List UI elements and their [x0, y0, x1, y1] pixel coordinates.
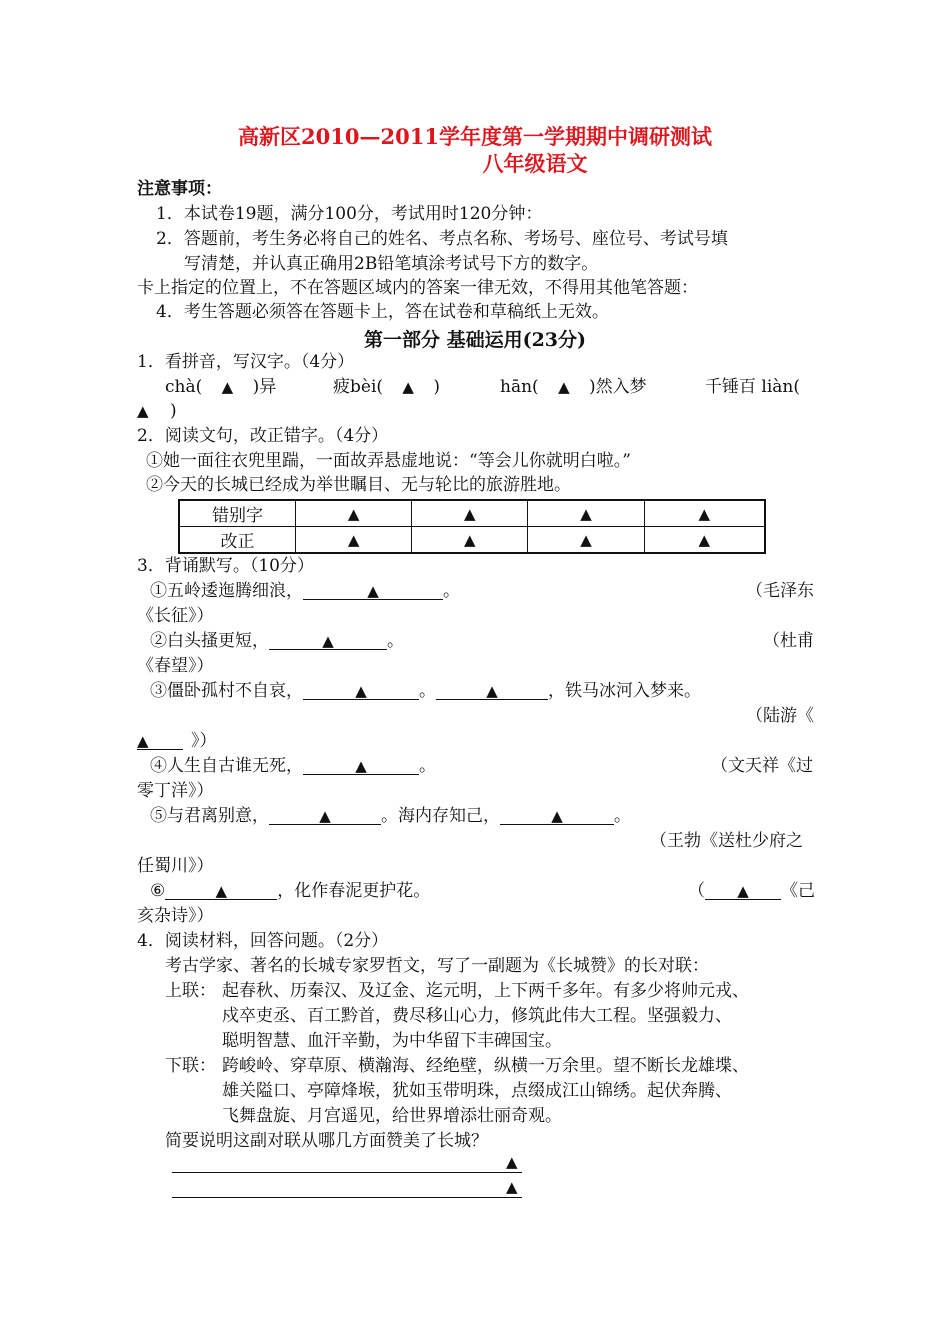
- answer-triangle: ▲: [506, 1178, 518, 1196]
- q2-sentence-2: ②今天的长城已经成为举世瞩目、无与轮比的旅游胜地。: [146, 475, 571, 495]
- answer-triangle: ▲: [580, 504, 592, 523]
- answer-triangle: ▲: [486, 682, 498, 700]
- q3-i2b: 。: [387, 631, 404, 651]
- answer-blank[interactable]: [705, 881, 781, 900]
- answer-cell[interactable]: [644, 500, 765, 527]
- q4-upper-label: 上联：: [165, 981, 216, 1001]
- answer-cell[interactable]: [644, 527, 765, 554]
- answer-triangle: ▲: [137, 732, 149, 750]
- q4-upper-1: 起春秋、历秦汉、及辽金、迄元明，上下两千多年。有多少将帅元戎、: [222, 981, 749, 1001]
- q3-i1b: 。: [443, 581, 460, 601]
- answer-blank[interactable]: [500, 806, 614, 825]
- q1-p1b: )异: [252, 377, 277, 397]
- note-2b: 写清楚，并认真正确用2B铅笔填涂考试号下方的数字。: [184, 254, 599, 274]
- q3-source-2b: 《春望》）: [137, 656, 214, 676]
- answer-blank[interactable]: [303, 581, 443, 600]
- q1-pinyin-2: [333, 376, 440, 398]
- q3-i6src: （: [688, 881, 705, 901]
- q3-i4a: ④人生自古谁无死，: [150, 756, 303, 776]
- q4-lower-2: 雄关隘口、亭障烽堠，犹如玉带明珠，点缀成江山锦绣。起伏奔腾、: [222, 1081, 732, 1101]
- table-row: [179, 527, 765, 554]
- q4-stem: 4．阅读材料，回答问题。（2分）: [137, 931, 389, 951]
- answer-triangle: ▲: [215, 882, 228, 900]
- q3-i5b: 。海内存知己，: [381, 806, 500, 826]
- q2-stem: 2．阅读文句，改正错字。（4分）: [137, 426, 389, 446]
- q1-p3b: )然入梦: [589, 377, 647, 397]
- answer-triangle: ▲: [319, 807, 331, 825]
- q3-item-4: [150, 755, 436, 777]
- answer-triangle: ▲: [737, 882, 749, 900]
- answer-cell[interactable]: [412, 527, 528, 554]
- q3-source-3b: [137, 730, 217, 752]
- q3-item-3: [150, 680, 701, 702]
- answer-blank[interactable]: [303, 756, 419, 775]
- q4-question: 简要说明这副对联从哪几方面赞美了长城？: [165, 1131, 488, 1151]
- q3-source-1: （毛泽东: [746, 581, 814, 601]
- q1-pinyin-1: [165, 376, 276, 398]
- answer-blank[interactable]: [165, 881, 277, 900]
- q3-item-6: [150, 880, 430, 902]
- answer-triangle: ▲: [464, 504, 476, 523]
- table-label-wrong: 错别字: [179, 500, 296, 527]
- note-3: 卡上指定的位置上，不在答题区域内的答案一律无效，不得用其他笔答题：: [137, 278, 698, 298]
- correction-table: [178, 499, 766, 554]
- q3-source-1b: 《长征》）: [137, 606, 214, 626]
- q3-i6src-b: 《己: [781, 881, 815, 901]
- answer-triangle: ▲: [464, 530, 476, 549]
- q4-intro: 考古学家、著名的长城专家罗哲文，写了一副题为《长城赞》的长对联：: [165, 956, 709, 976]
- q3-i6b: ，化作春泥更护花。: [277, 881, 431, 901]
- q1-p2b: ): [433, 377, 441, 397]
- answer-triangle: ▲: [558, 378, 570, 396]
- answer-triangle: ▲: [506, 1153, 518, 1171]
- answer-triangle: ▲: [137, 402, 149, 420]
- table-label-correct: 改正: [179, 527, 296, 554]
- answer-cell[interactable]: [296, 500, 412, 527]
- q3-source-5: （王勃《送杜少府之: [650, 831, 803, 851]
- q3-i4b: 。: [419, 756, 436, 776]
- note-1: 1．本试卷19题，满分100分，考试用时120分钟：: [156, 204, 543, 224]
- answer-triangle: ▲: [551, 807, 563, 825]
- q4-upper-3: 聪明智慧、血汗辛勤，为中华留下丰碑国宝。: [222, 1031, 562, 1051]
- q1-p1a: chà(: [165, 377, 203, 397]
- answer-triangle: ▲: [367, 582, 379, 600]
- q3-i5c: 。: [614, 806, 631, 826]
- q3-stem: 3．背诵默写。（10分）: [137, 556, 314, 576]
- q1-pinyin-4: 千锤百 liàn(: [705, 377, 800, 397]
- answer-triangle: ▲: [322, 632, 334, 650]
- answer-triangle: ▲: [580, 530, 592, 549]
- q1-p4b: ): [169, 401, 177, 421]
- answer-cell[interactable]: [528, 500, 644, 527]
- q3-source-4: （文天祥《过: [711, 756, 813, 776]
- section-heading: 第一部分 基础运用(23分): [363, 329, 587, 351]
- answer-cell[interactable]: [528, 527, 644, 554]
- q3-i3c: ，铁马冰河入梦来。: [548, 681, 701, 701]
- q1-p2a: 疲bèi(: [333, 377, 384, 397]
- q3-i3a: ③僵卧孤村不自哀，: [150, 681, 303, 701]
- q1-pinyin-4-cont: [137, 400, 177, 422]
- answer-blank[interactable]: [269, 806, 381, 825]
- q1-pinyin-3: [500, 376, 647, 398]
- answer-triangle: ▲: [347, 504, 360, 523]
- answer-triangle: ▲: [355, 682, 367, 700]
- q3-i3src2: 》）: [191, 731, 217, 751]
- note-4: 4．考生答题必须答在答题卡上，答在试卷和草稿纸上无效。: [156, 302, 609, 322]
- q3-i3b: 。: [419, 681, 436, 701]
- answer-cell[interactable]: [296, 527, 412, 554]
- answer-triangle: ▲: [347, 530, 360, 549]
- answer-cell[interactable]: [412, 500, 528, 527]
- table-row: [179, 500, 765, 527]
- answer-triangle: ▲: [698, 504, 711, 523]
- q4-upper-2: 戍卒吏丞、百工黔首，费尽移山心力，修筑此伟大工程。坚强毅力、: [222, 1006, 732, 1026]
- q3-i6a: ⑥: [150, 881, 166, 901]
- q3-source-6b: 亥杂诗》）: [137, 906, 214, 926]
- q3-source-2: （杜甫: [763, 631, 814, 651]
- answer-line[interactable]: [172, 1196, 522, 1198]
- q3-item-5: [150, 805, 631, 827]
- q3-i2a: ②白头搔更短，: [150, 631, 269, 651]
- q4-lower-1: 跨峻岭、穿草原、横瀚海、经绝壁，纵横一万余里。望不断长龙雄堞、: [222, 1056, 749, 1076]
- q3-source-3: （陆游《: [746, 706, 814, 726]
- q3-source-5b: 任蜀川》）: [137, 856, 214, 876]
- q3-source-4b: 零丁洋》）: [137, 781, 214, 801]
- q3-item-2: [150, 630, 404, 652]
- q3-i5a: ⑤与君离别意，: [150, 806, 269, 826]
- q2-sentence-1: ①她一面往衣兜里踹，一面故弄悬虚地说：“等会儿你就明白啦。”: [146, 451, 631, 471]
- answer-triangle: ▲: [221, 378, 234, 396]
- q4-lower-3: 飞舞盘旋、月宫遥见，给世界增添壮丽奇观。: [222, 1106, 562, 1126]
- q3-item-1: [150, 580, 460, 602]
- note-2a: 2．答题前，考生务必将自己的姓名、考点名称、考场号、座位号、考试号填: [156, 229, 728, 249]
- notes-heading: 注意事项：: [137, 179, 222, 199]
- q1-p3a: hān(: [500, 377, 539, 397]
- answer-triangle: ▲: [355, 757, 367, 775]
- answer-blank[interactable]: [303, 681, 419, 700]
- q1-stem: 1．看拼音，写汉字。（4分）: [137, 352, 355, 372]
- answer-blank[interactable]: [436, 681, 548, 700]
- q4-lower-label: 下联：: [165, 1056, 216, 1076]
- answer-triangle: ▲: [698, 530, 711, 549]
- answer-blank[interactable]: [137, 731, 183, 750]
- answer-blank[interactable]: [269, 631, 387, 650]
- q3-source-6: [688, 880, 815, 902]
- answer-triangle: ▲: [402, 378, 414, 396]
- exam-subtitle: 八年级语文: [482, 151, 588, 176]
- q3-i1a: ①五岭逶迤腾细浪，: [150, 581, 303, 601]
- exam-title: 高新区2010—2011学年度第一学期期中调研测试: [238, 124, 712, 149]
- answer-line[interactable]: [172, 1171, 522, 1173]
